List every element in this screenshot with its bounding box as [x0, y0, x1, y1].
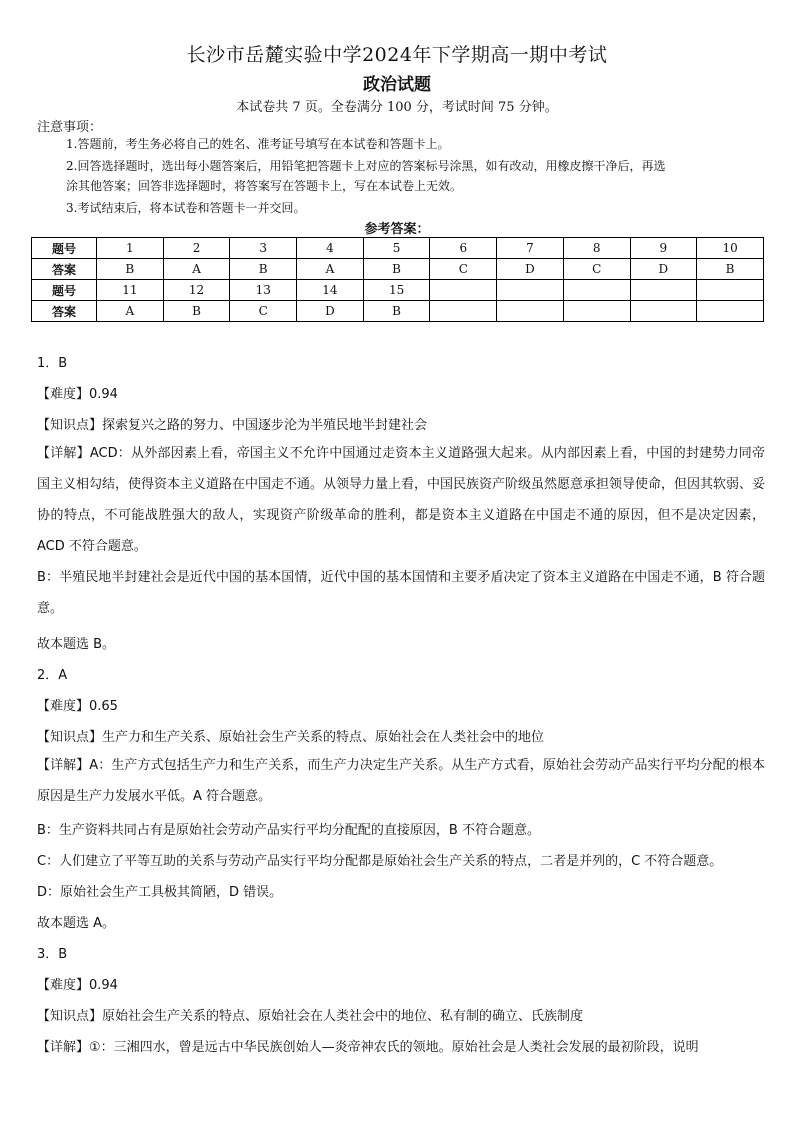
- answer-cell: D: [630, 259, 697, 280]
- question-number: [697, 280, 764, 301]
- notice-item-2-cont: 涂其他答案；回答非选择题时，将答案写在答题卡上，写在本试卷上无效。: [66, 179, 463, 193]
- answer-cell: C: [563, 259, 630, 280]
- row-label-question: 题号: [32, 280, 97, 301]
- answer-cell: [630, 301, 697, 322]
- question-number: [430, 280, 497, 301]
- question-number: 10: [697, 238, 764, 259]
- table-row: [32, 301, 764, 322]
- answer-cell: [697, 301, 764, 322]
- answer-cell: D: [297, 301, 364, 322]
- answer-cell: B: [163, 301, 230, 322]
- question-number: 2: [163, 238, 230, 259]
- notice-item-1: 1.答题前，考生务必将自己的姓名、准考证号填写在本试卷和答题卡上。: [66, 137, 450, 151]
- answer-cell: B: [363, 301, 430, 322]
- exam-intro: 本试卷共 7 页。全卷满分 100 分，考试时间 75 分钟。: [236, 100, 558, 115]
- explanation: B：生产资料共同占有是原始社会劳动产品实行平均分配配的直接原因，B 不符合题意。: [37, 823, 540, 838]
- document-title: 长沙市岳麓实验中学2024年下学期高一期中考试: [186, 44, 608, 66]
- question-number: 8: [563, 238, 630, 259]
- question-number: 1．B: [37, 356, 68, 371]
- notice-item-3: 3.考试结束后，将本试卷和答题卡一并交回。: [66, 201, 306, 215]
- table-row: [32, 238, 764, 259]
- row-label-answer: 答案: [32, 259, 97, 280]
- answer-cell: A: [163, 259, 230, 280]
- answer-cell: D: [497, 259, 564, 280]
- question-number: 5: [363, 238, 430, 259]
- question-number: [563, 280, 630, 301]
- question-number: 14: [297, 280, 364, 301]
- answer-cell: C: [230, 301, 297, 322]
- explanation: B：半殖民地半封建社会是近代中国的基本国情，近代中国的基本国情和主要矛盾决定了资本主义道路在中国走不通，B 符合题意。: [37, 570, 765, 616]
- answer-cell: B: [697, 259, 764, 280]
- question-number: 11: [97, 280, 164, 301]
- explanation: 【详解】ACD：从外部因素上看，帝国主义不允许中国通过走资本主义道路强大起来。从内部因素上看，中国的封建势力同帝国主义相勾结，使得资本主义道路在中国走不通。从领导力量上看，中国民族资产阶级虽然愿意承担领导使命，但因其软弱、妥协的特点，不可能战胜强大的敌人，实现资产阶级革命的胜利，都是资本主义道路在中国走不通的原因，但不是决定因素，ACD 不符合题意。: [37, 446, 766, 554]
- row-label-question: 题号: [32, 238, 97, 259]
- answer-cell: B: [363, 259, 430, 280]
- answer-cell: [563, 301, 630, 322]
- answer-cell: A: [97, 301, 164, 322]
- question-number: 12: [163, 280, 230, 301]
- question-number: [630, 280, 697, 301]
- notice-item-2: 2.回答选择题时，选出每小题答案后，用铅笔把答题卡上对应的答案标号涂黑，如有改动，用橡皮擦干净后，再选: [66, 159, 666, 173]
- conclusion: 故本题选 A。: [37, 916, 116, 931]
- question-number: [497, 280, 564, 301]
- explanation: D：原始社会生产工具极其简陋，D 错误。: [37, 885, 283, 900]
- table-row: [32, 280, 764, 301]
- difficulty: 【难度】0.94: [37, 978, 118, 993]
- knowledge-point: 【知识点】生产力和生产关系、原始社会生产关系的特点、原始社会在人类社会中的地位: [37, 730, 545, 745]
- answer-cell: B: [230, 259, 297, 280]
- notice-heading: 注意事项：: [37, 120, 103, 135]
- knowledge-point: 【知识点】探索复兴之路的努力、中国逐步沦为半殖民地半封建社会: [37, 418, 428, 433]
- answer-cell: [497, 301, 564, 322]
- question-number: 13: [230, 280, 297, 301]
- answer-cell: A: [297, 259, 364, 280]
- table-row: [32, 259, 764, 280]
- answer-cell: C: [430, 259, 497, 280]
- knowledge-point: 【知识点】原始社会生产关系的特点、原始社会在人类社会中的地位、私有制的确立、氏族制度: [37, 1009, 584, 1024]
- question-number: 7: [497, 238, 564, 259]
- answer-cell: [430, 301, 497, 322]
- question-number: 2．A: [37, 668, 68, 683]
- question-number: 1: [97, 238, 164, 259]
- difficulty: 【难度】0.94: [37, 387, 118, 402]
- question-number: 3: [230, 238, 297, 259]
- row-label-answer: 答案: [32, 301, 97, 322]
- question-number: 9: [630, 238, 697, 259]
- answer-key-heading: 参考答案：: [364, 222, 430, 237]
- document-subtitle: 政治试题: [363, 75, 431, 95]
- explanation: 【详解】A：生产方式包括生产力和生产关系，而生产力决定生产关系。从生产方式看，原始社会劳动产品实行平均分配的根本原因是生产力发展水平低。A 符合题意。: [37, 758, 765, 804]
- question-number: 4: [297, 238, 364, 259]
- explanation: C：人们建立了平等互助的关系与劳动产品实行平均分配都是原始社会生产关系的特点，二者是并列的，C 不符合题意。: [37, 854, 723, 869]
- explanation: 【详解】①：三湘四水，曾是远古中华民族创始人—炎帝神农氏的领地。原始社会是人类社会发展的最初阶段，说明: [37, 1040, 699, 1055]
- question-number: 3．B: [37, 947, 68, 962]
- answer-key-table: [31, 237, 764, 322]
- conclusion: 故本题选 B。: [37, 637, 116, 652]
- question-number: 15: [363, 280, 430, 301]
- difficulty: 【难度】0.65: [37, 699, 118, 714]
- answer-cell: B: [97, 259, 164, 280]
- question-number: 6: [430, 238, 497, 259]
